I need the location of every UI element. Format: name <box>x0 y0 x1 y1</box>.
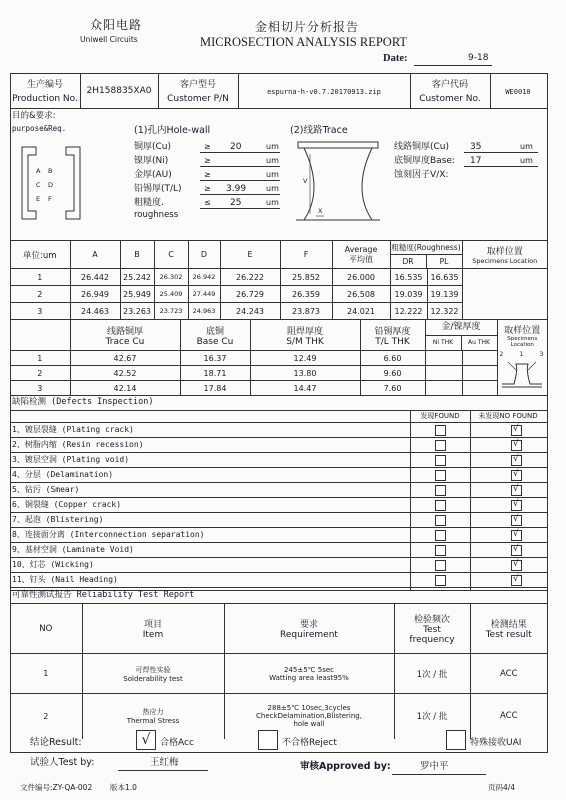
req-roughness-op: ≤ <box>204 198 211 207</box>
tester-name: 王红梅 <box>150 757 179 768</box>
etch-factor-row <box>394 168 544 182</box>
rough-pl: PL <box>439 257 449 266</box>
found-checkbox[interactable] <box>435 575 446 586</box>
hole-wall-title: (1)孔内Hole-wall <box>134 125 211 136</box>
base-cu-header: 底铜 Base Cu <box>180 320 250 351</box>
specimen-header <box>462 241 547 269</box>
not-found-check-mark: √ <box>513 529 519 539</box>
purpose-label-en: purpose&Req. <box>12 124 67 133</box>
col-e: E <box>220 241 280 269</box>
defect-item-label: 9、基材空洞 (Laminate Void) <box>12 545 134 554</box>
cell-dr: 12.222 <box>390 303 427 320</box>
reliability-table <box>10 603 547 739</box>
req-tl-op: ≥ <box>204 184 211 193</box>
table-row: 2 热应力 Thermal Stress 288±5℃ 10sec,3cycles CheckDelamination,Blistering, hole wall 1次 / 批 ACC <box>10 694 547 739</box>
au-thk: Au THK <box>468 339 490 346</box>
diagram-letter-f: F <box>48 195 52 203</box>
report-title-cn: 金相切片分析报告 <box>255 20 360 34</box>
req-ni-op: ≥ <box>204 156 211 165</box>
defect-item-label: 3、镀层空洞 (Plating void) <box>12 455 130 464</box>
req-roughness-row <box>134 196 294 210</box>
col-b: B <box>120 241 154 269</box>
cell: 26.729 <box>220 286 280 303</box>
not-found-check-mark: √ <box>513 439 519 449</box>
row-no: 2 <box>10 286 70 303</box>
reject-label: 不合格Reject <box>282 738 337 748</box>
found-checkbox[interactable] <box>435 500 446 511</box>
approver-label: 审核Approved by: <box>300 761 391 772</box>
trace-base-unit: um <box>520 156 533 165</box>
not-found-header: 未发现NO FOUND <box>478 412 538 420</box>
date-value: 9-18 <box>468 53 489 63</box>
req-ni-unit: um <box>266 156 279 165</box>
table-row: 2 42.52 18.71 13.80 9.60 <box>10 366 547 381</box>
average-cn: Average <box>344 244 378 254</box>
cell: 23.873 <box>280 303 332 320</box>
tl-thk-header: 铅锡厚度 T/L THK <box>360 320 425 351</box>
table-row: 3 42.14 17.84 14.47 7.60 <box>10 381 547 396</box>
cell: 26.949 <box>70 286 120 303</box>
spec-digit-2: 2 <box>499 350 504 358</box>
trace-cross-section-diagram <box>290 140 386 232</box>
cell-average: 24.021 <box>332 303 390 320</box>
cell: 26.359 <box>280 286 332 303</box>
found-checkbox[interactable] <box>435 440 446 451</box>
cust-no-en: Customer No. <box>419 94 481 104</box>
trace-letter-v: V <box>303 177 308 185</box>
cell: 26.302 <box>154 269 188 286</box>
trace-table-header <box>10 320 547 351</box>
found-header: 发现FOUND <box>420 412 460 420</box>
defect-item-label: 8、连接面分离 (Interconnection separation) <box>12 530 205 539</box>
req-au-op: ≥ <box>204 170 211 179</box>
defect-item-label: 4、分层 (Delamination) <box>12 470 114 479</box>
col-c: C <box>154 241 188 269</box>
trace-requirements <box>394 140 544 182</box>
sm-thk-header: 阻焊厚度 S/M THK <box>250 320 360 351</box>
req-tl-row <box>134 182 294 196</box>
row-no: 3 <box>10 303 70 320</box>
result-label: 结论Result: <box>30 737 82 748</box>
not-found-check-mark: √ <box>513 514 519 524</box>
req-cu-unit: um <box>266 142 279 151</box>
req-cu-op: ≥ <box>204 142 211 151</box>
defect-item-label: 2、树脂内缩 (Resin recession) <box>12 440 144 449</box>
date-label: Date: <box>383 53 408 64</box>
cell-pl: 16.635 <box>427 269 462 286</box>
defect-item-label: 7、起泡 (Blistering) <box>12 515 104 524</box>
spec-digit-1: 1 <box>519 350 524 358</box>
purpose-label-cn: 目的&要求: <box>12 111 56 121</box>
trace-cu-label: 线路铜厚(Cu) <box>394 142 450 152</box>
company-name-en: Uniwell Circuits <box>80 35 138 44</box>
page-number: 页码4/4 <box>488 783 516 792</box>
cell-average: 26.508 <box>332 286 390 303</box>
req-au-row <box>134 168 294 182</box>
table-row: 1 42.67 16.37 12.49 6.60 2 1 3 <box>10 351 547 366</box>
col-d: D <box>188 241 220 269</box>
diagram-letter-b: B <box>48 167 53 175</box>
defect-item-label: 1、镀层裂缝 (Plating crack) <box>12 425 134 434</box>
diagram-letter-d: D <box>48 181 54 189</box>
defect-item-label: 10、灯芯 (Wicking) <box>12 560 94 569</box>
cell: 26.222 <box>220 269 280 286</box>
prod-no-cn: 生产编号 <box>26 80 63 90</box>
defect-item-label: 6、铜裂缝 (Copper crack) <box>12 500 122 509</box>
cell: 24.243 <box>220 303 280 320</box>
req-roughness-label: 粗糙度. <box>134 198 164 208</box>
not-found-check-mark: √ <box>513 544 519 554</box>
prod-no-en: Production No. <box>12 94 78 104</box>
average-en: 平均值 <box>349 254 373 264</box>
cell-dr: 19.039 <box>390 286 427 303</box>
special-accept-label: 特殊接收UAI <box>470 738 522 748</box>
etch-factor-label: 蚀刻因子V/X: <box>394 170 449 180</box>
doc-version: 版本1.0 <box>110 783 137 792</box>
req-ni-row <box>134 154 294 168</box>
doc-number: 文件编号:ZY-QA-002 <box>20 783 93 792</box>
roughness-en: roughness <box>134 210 179 220</box>
cell: 25.409 <box>154 286 188 303</box>
found-checkbox[interactable] <box>435 560 446 571</box>
found-checkbox[interactable] <box>435 485 446 496</box>
not-found-check-mark: √ <box>513 499 519 509</box>
req-cu-value: 20 <box>230 142 242 152</box>
unit-label: 单位:um <box>10 241 70 269</box>
cust-pn-cn: 客户型号 <box>179 80 216 90</box>
not-found-check-mark: √ <box>513 424 519 434</box>
specimen-cn: 取样位置 <box>486 247 523 257</box>
cust-no-value: WE0010 <box>505 88 531 96</box>
spec-digit-3: 3 <box>539 350 544 358</box>
found-checkbox[interactable] <box>435 470 446 481</box>
trace-base-row <box>394 154 544 168</box>
not-found-check-mark: √ <box>513 559 519 569</box>
row-no: 1 <box>10 269 70 286</box>
cust-pn-en: Customer P/N <box>167 94 229 104</box>
prod-no-value: 2H158835XA0 <box>86 86 152 96</box>
cell: 23.263 <box>120 303 154 320</box>
ni-thk: Ni THK <box>426 336 462 350</box>
req-ni-label: 镍厚(Ni) <box>134 156 169 166</box>
roughness-header <box>390 241 462 269</box>
trace-specimen-header: 取样位置 Specimens Location <box>497 320 547 351</box>
diagram-letter-a: A <box>36 167 41 175</box>
found-checkbox[interactable] <box>435 455 446 466</box>
trace-specimen-area <box>497 351 547 396</box>
roughness-title: 粗糙度(Roughness) <box>391 241 462 255</box>
hole-table-header <box>10 241 547 269</box>
report-title-en: MICROSECTION ANALYSIS REPORT <box>200 35 408 49</box>
col-a: A <box>70 241 120 269</box>
req-au-unit: um <box>266 170 279 179</box>
table-row <box>10 269 547 286</box>
reliability-title: 可靠性测试报告 Reliability Test Report <box>12 590 195 600</box>
req-tl-label: 铅锡厚(T/L) <box>134 184 182 194</box>
specimen-location-area <box>462 269 547 320</box>
cell-average: 26.000 <box>332 269 390 286</box>
trace-title: (2)线路Trace <box>290 125 348 136</box>
trace-base-value: 17 <box>470 156 482 166</box>
trace-cu-value: 35 <box>470 142 482 152</box>
found-checkbox[interactable] <box>435 515 446 526</box>
cell-pl: 19.139 <box>427 286 462 303</box>
cell: 25.852 <box>280 269 332 286</box>
cell: 25.242 <box>120 269 154 286</box>
hole-wall-requirements <box>134 140 294 221</box>
trace-cu-row <box>394 140 544 154</box>
not-found-check-mark: √ <box>513 454 519 464</box>
company-name-cn: 众阳电路 <box>90 18 143 32</box>
req-cu-label: 铜厚(Cu) <box>134 142 172 152</box>
trace-specimen-diagram <box>498 356 546 390</box>
rough-dr: DR <box>391 255 427 268</box>
req-roughness-value: 25 <box>230 198 242 208</box>
defect-item-label: 5、钻污 (Smear) <box>12 485 80 494</box>
specimen-en: Specimens Location <box>472 257 538 265</box>
col-f: F <box>280 241 332 269</box>
cust-pn-value: espurna-h-v0.7.20170913.zip <box>267 88 381 96</box>
req-cu-row <box>134 140 294 154</box>
approver-name: 罗中平 <box>420 761 449 772</box>
req-tl-value: 3.99 <box>226 184 247 194</box>
trace-cu-unit: um <box>520 142 533 151</box>
average-header <box>332 241 390 269</box>
cell: 26.942 <box>188 269 220 286</box>
diagram-letter-e: E <box>36 195 41 203</box>
cell: 24.963 <box>188 303 220 320</box>
tester-label: 试验人Test by: <box>30 757 95 768</box>
req-tl-unit: um <box>266 184 279 193</box>
diagram-letter-c: C <box>36 181 41 189</box>
trace-cu-header: 线路铜厚 Trace Cu <box>70 320 180 351</box>
reject-checkbox[interactable] <box>258 730 278 750</box>
accept-label: 合格Acc <box>160 738 194 748</box>
trace-letter-x: X <box>318 207 323 215</box>
not-found-check-mark: √ <box>513 469 519 479</box>
defects-title: 缺陷检测 (Defects Inspection) <box>12 397 154 407</box>
special-accept-checkbox[interactable] <box>446 730 466 750</box>
au-ni-header: 金/镍厚度 Ni THK Au THK <box>425 320 497 351</box>
cell: 25.949 <box>120 286 154 303</box>
accept-checkbox[interactable]: √ <box>136 730 156 750</box>
cell: 24.463 <box>70 303 120 320</box>
reliability-header: NO 项目 Item 要求 Requirement 检验频次 Test frequency 检测结果 Test result <box>10 604 547 654</box>
trace-base-label: 底铜厚度Base: <box>394 156 455 166</box>
table-row: 1 可焊性实验 Solderability test 245±5℃ 5sec Watting area least95% 1次 / 批 ACC <box>10 654 547 694</box>
found-checkbox[interactable] <box>435 425 446 436</box>
not-found-check-mark: √ <box>513 574 519 584</box>
hole-measurement-table <box>10 240 547 320</box>
req-au-label: 金厚(AU) <box>134 170 172 180</box>
cell-dr: 16.535 <box>390 269 427 286</box>
trace-measurement-table <box>10 319 547 396</box>
cell: 23.723 <box>154 303 188 320</box>
found-checkbox[interactable] <box>435 530 446 541</box>
defect-item-label: 11、钉头 (Nail Heading) <box>12 575 118 584</box>
cell-pl: 12.322 <box>427 303 462 320</box>
req-roughness-unit: um <box>266 198 279 207</box>
cell: 27.449 <box>188 286 220 303</box>
cust-no-cn: 客户代码 <box>431 80 468 90</box>
cell: 26.442 <box>70 269 120 286</box>
not-found-check-mark: √ <box>513 484 519 494</box>
found-checkbox[interactable] <box>435 545 446 556</box>
